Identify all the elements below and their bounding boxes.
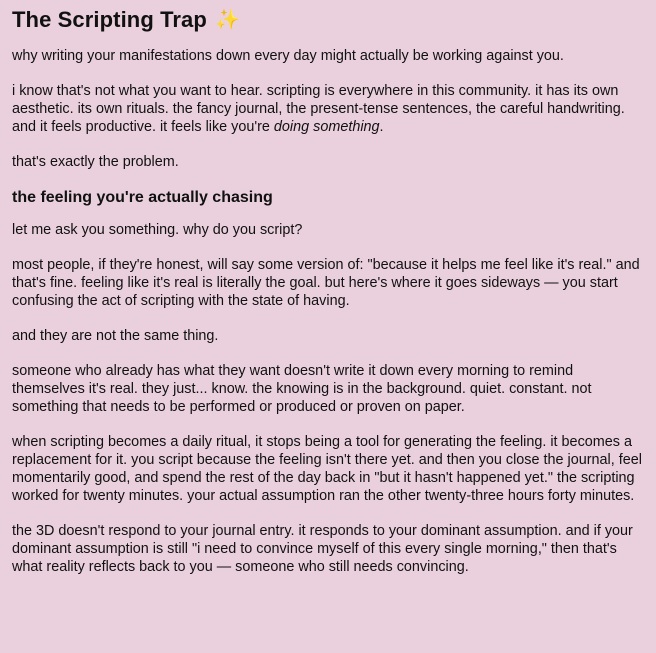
paragraph-dominant-assumption: the 3D doesn't respond to your journal entry. it responds to your dominant assumption. and if your dominant assumption is still "i need to convince myself of this every single morning," then that's what reality reflects back to you — someone who still needs convincing.: [12, 523, 633, 575]
paragraph-most-people: most people, if they're honest, will say some version of: "because it helps me feel like it's real." and that's fine. feeling like it's real is literally the goal. but here's where it goes sideways — you start confusing the act of scripting with the state of having.: [12, 257, 640, 309]
paragraph-text: i know that's not what you want to hear. scripting is everywhere in this community. it has its own aesthetic. its own rituals. the fancy journal, the present-tense sentences, the careful handwriting. and it feels productive. it feels like you're: [12, 83, 625, 135]
emphasis-text: doing something: [273, 119, 380, 135]
paragraph-why-script: let me ask you something. why do you script?: [12, 222, 303, 238]
section-heading: the feeling you're actually chasing: [12, 189, 273, 206]
paragraph-the-problem: that's exactly the problem.: [12, 154, 179, 170]
article-title-text: The Scripting Trap: [12, 7, 207, 32]
paragraph-not-same: and they are not the same thing.: [12, 328, 219, 344]
paragraph-daily-ritual: when scripting becomes a daily ritual, it stops being a tool for generating the feeling. it becomes a replacement for it. you script because the feeling isn't there yet. and then you close the journal, feel momentarily good, and spend the rest of the day back in "but it hasn't happened yet." the scripting worked for twenty minutes. your actual assumption ran the other twenty-three hours forty minutes.: [12, 434, 642, 504]
paragraph-someone-who-has: someone who already has what they want doesn't write it down every morning to remind themselves it's real. they just... know. the knowing is in the background. quiet. constant. not something that needs to be performed or produced or proven on paper.: [12, 363, 592, 415]
paragraph-scripting-everywhere: [12, 82, 644, 136]
intro-paragraph: why writing your manifestations down every day might actually be working against you.: [12, 48, 564, 64]
article-title: [12, 6, 644, 34]
paragraph-text-end: .: [379, 119, 384, 135]
sparkles-icon: ✨: [215, 9, 241, 31]
